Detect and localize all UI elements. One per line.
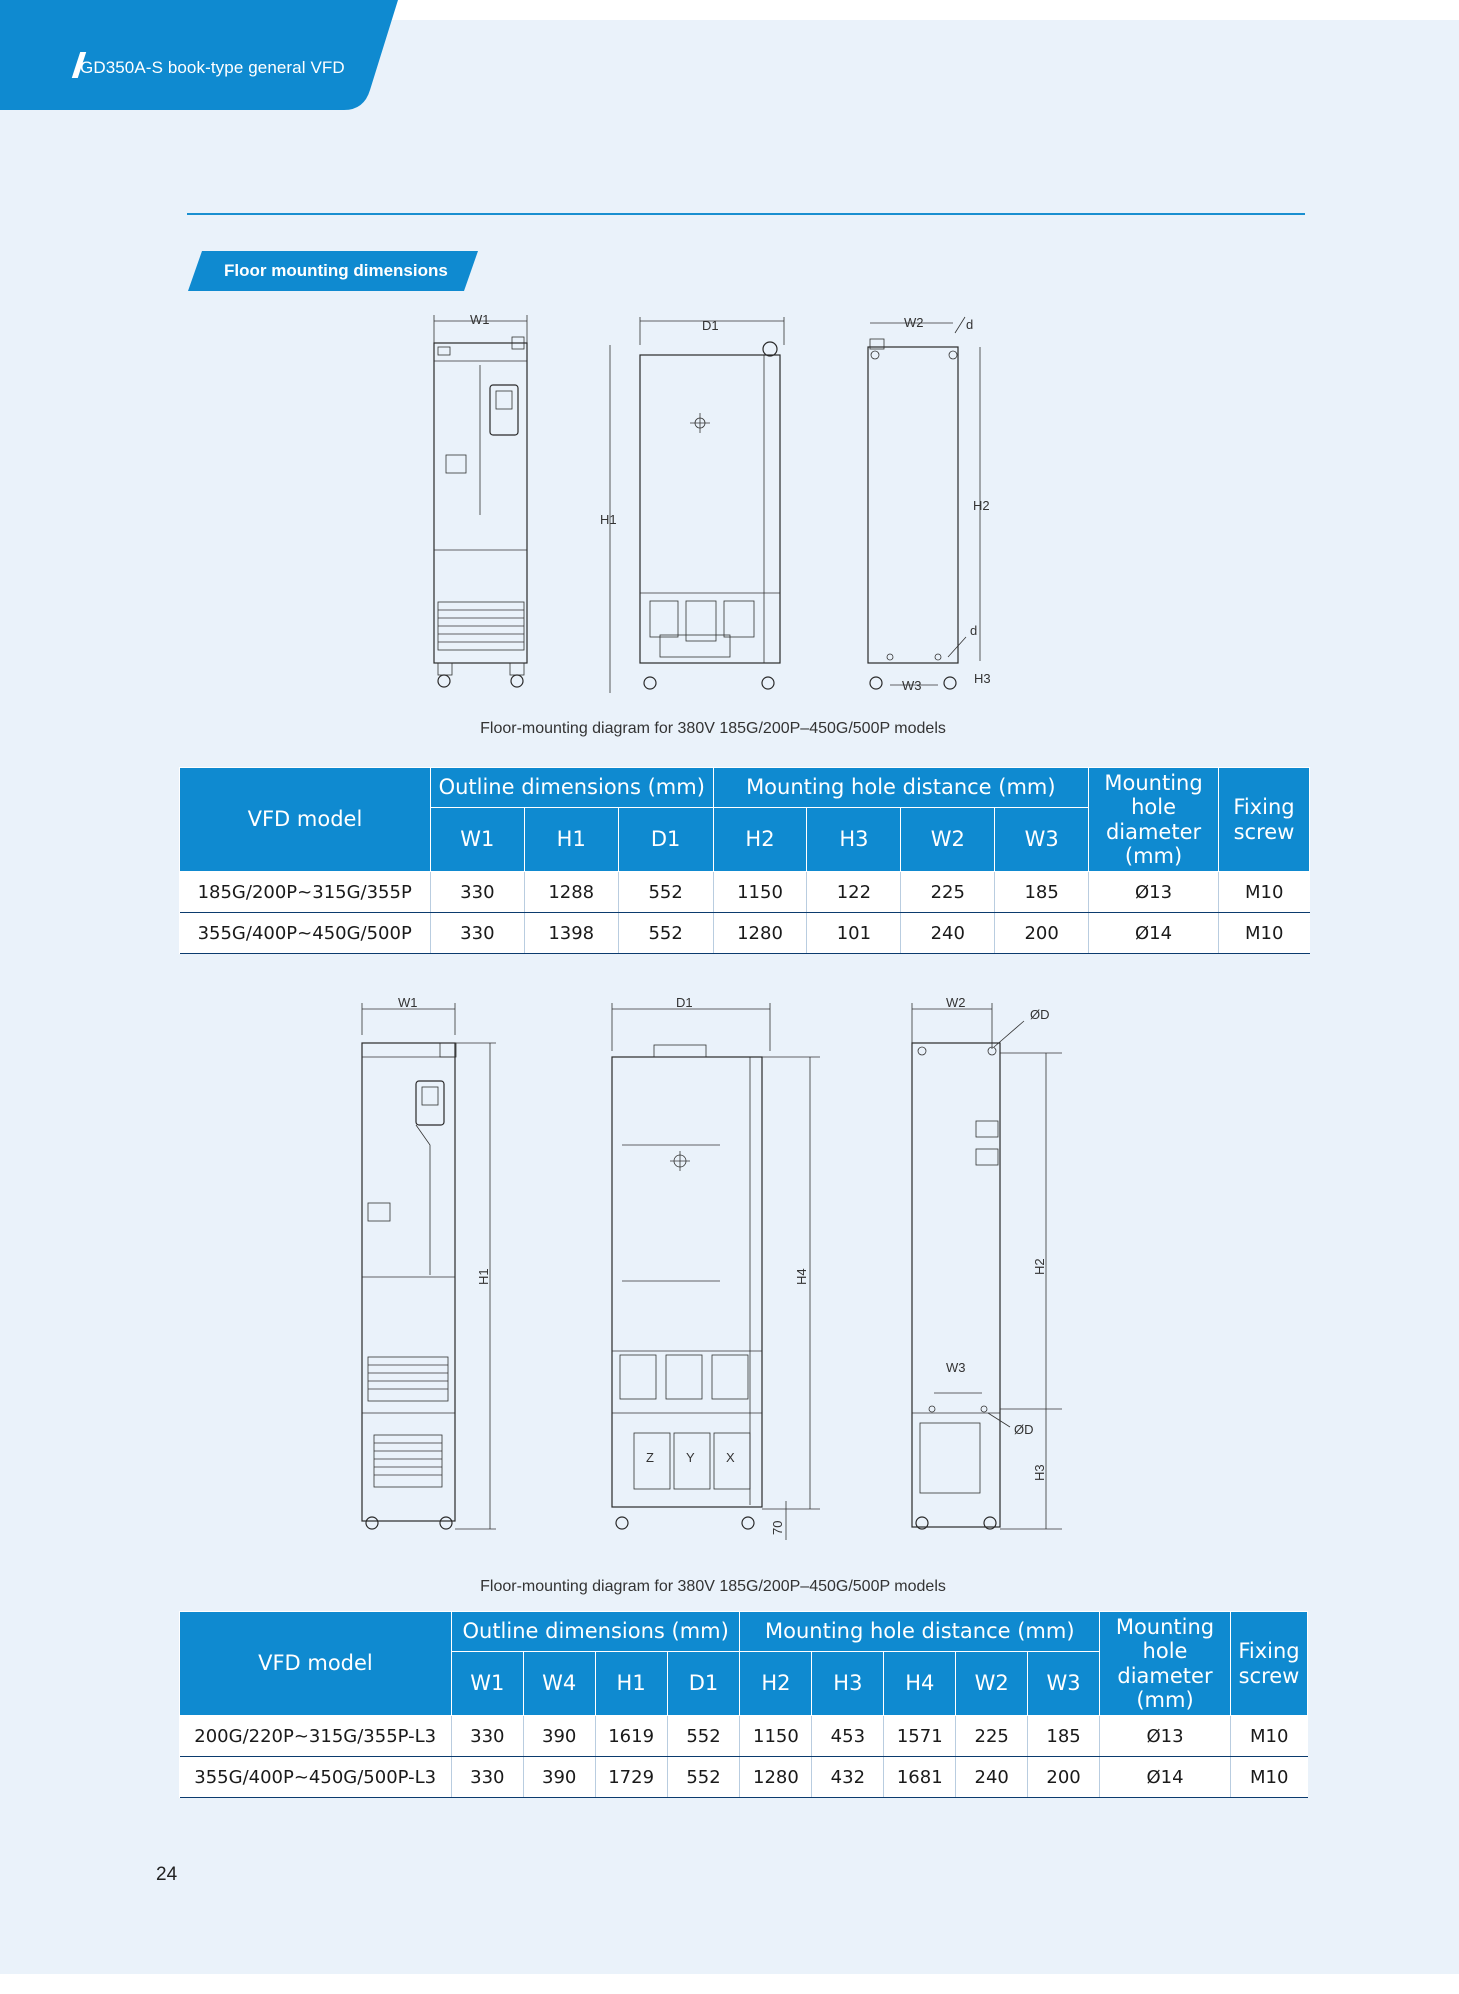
cell: Ø13 [1100,1716,1231,1757]
cell: 330 [451,1757,523,1798]
label2-d1: D1 [676,995,693,1010]
cell: 432 [812,1757,884,1798]
label2-h3: H3 [1032,1464,1047,1481]
col-header-screw: Fixing screw [1230,1612,1307,1716]
col-header-model: VFD model [180,1612,452,1716]
label2-w2: W2 [946,995,966,1010]
col-header-h4: H4 [884,1652,956,1716]
cell: 330 [451,1716,523,1757]
label-d1: D1 [702,318,719,333]
col-header-w2: W2 [901,808,995,872]
col-header-diameter: Mounting hole diameter (mm) [1100,1612,1231,1716]
col-header-h3: H3 [807,808,901,872]
label2-w1: W1 [398,995,418,1010]
label2-x: X [726,1450,735,1465]
cell: 552 [618,872,713,913]
cell: 1288 [524,872,618,913]
vent-grill-1 [438,602,524,650]
cell-model: 355G/400P~450G/500P [180,913,431,954]
label-h2: H2 [973,498,990,513]
section-title: Floor mounting dimensions [224,261,448,280]
cell: 390 [523,1757,595,1798]
cell: M10 [1219,913,1310,954]
front-view-1 [434,312,527,687]
label2-h2: H2 [1032,1258,1047,1275]
cell: 185 [995,872,1089,913]
spec-table-2 [179,1611,1308,1798]
label2-z: Z [646,1450,654,1465]
col-header-outline: Outline dimensions (mm) [451,1612,740,1652]
label-w2: W2 [904,315,924,330]
col-header-w4: W4 [523,1652,595,1716]
spec-table-1 [179,767,1310,954]
cell: 390 [523,1716,595,1757]
cell: Ø13 [1089,872,1219,913]
label-w1: W1 [470,312,490,327]
col-header-h1: H1 [595,1652,667,1716]
cell: 330 [430,913,524,954]
col-header-w1: W1 [451,1652,523,1716]
col-header-w2: W2 [956,1652,1028,1716]
cell: 453 [812,1716,884,1757]
cell: M10 [1230,1757,1307,1798]
cell: 1280 [740,1757,812,1798]
label-d-top: d [966,317,974,332]
cell: 552 [618,913,713,954]
cell: M10 [1219,872,1310,913]
label2-od-top: ØD [1030,1007,1050,1022]
cell: 1571 [884,1716,956,1757]
col-header-diameter: Mounting hole diameter (mm) [1089,768,1219,872]
cell: 552 [667,1757,740,1798]
col-header-w1: W1 [430,808,524,872]
page-number: 24 [156,1864,178,1885]
vent-grill-2a [368,1357,448,1401]
cell: 552 [667,1716,740,1757]
label-h3: H3 [974,671,991,686]
cell: 1398 [524,913,618,954]
cell: 1619 [595,1716,667,1757]
label-d-bottom: d [970,623,978,638]
header-tab-shape [0,0,400,112]
table-row [180,913,1310,954]
section-tag [188,251,478,291]
terminal-block-2 [612,1355,762,1489]
floor-mounting-diagram-2 [350,995,1090,1555]
cell-model: 185G/200P~315G/355P [180,872,431,913]
cell: 101 [807,913,901,954]
cell: Ø14 [1089,913,1219,954]
cell: 240 [901,913,995,954]
diagram2-caption: Floor-mounting diagram for 380V 185G/200P–450G/500P models [480,1578,946,1595]
cell: 1681 [884,1757,956,1798]
cell-model: 200G/220P~315G/355P-L3 [180,1716,452,1757]
table-row [180,1757,1308,1798]
back-view-2 [912,995,1062,1529]
cell: 225 [901,872,995,913]
cell: 200 [1028,1757,1100,1798]
col-header-model: VFD model [180,768,431,872]
col-header-d1: D1 [667,1652,740,1716]
label2-70: 70 [770,1520,785,1535]
cell-model: 355G/400P~450G/500P-L3 [180,1757,452,1798]
cell: 1150 [740,1716,812,1757]
col-header-d1: D1 [618,808,713,872]
label2-h4: H4 [794,1268,809,1285]
col-header-outline: Outline dimensions (mm) [430,768,713,808]
table-row [180,1716,1308,1757]
col-header-h3: H3 [812,1652,884,1716]
cell: 225 [956,1716,1028,1757]
label2-h1: H1 [476,1268,491,1285]
col-header-w3: W3 [1028,1652,1100,1716]
cell: Ø14 [1100,1757,1231,1798]
col-header-h1: H1 [524,808,618,872]
table-row [180,872,1310,913]
col-header-w3: W3 [995,808,1089,872]
header-title: GD350A-S book-type general VFD [80,58,345,77]
cell: 1729 [595,1757,667,1798]
col-header-mounting: Mounting hole distance (mm) [740,1612,1100,1652]
floor-mounting-diagram-1 [420,305,1020,705]
section-rule [187,213,1305,215]
side-view-1 [600,317,784,693]
cell: 122 [807,872,901,913]
cell: 330 [430,872,524,913]
terminal-block-1 [650,601,754,657]
label2-od-bottom: ØD [1014,1422,1034,1437]
front-view-2 [362,995,496,1529]
cell: 1280 [713,913,807,954]
vent-grill-2b [374,1435,442,1487]
col-header-h2: H2 [713,808,807,872]
col-header-h2: H2 [740,1652,812,1716]
label-w3: W3 [902,678,922,693]
diagram1-caption: Floor-mounting diagram for 380V 185G/200P–450G/500P models [480,720,946,737]
col-header-screw: Fixing screw [1219,768,1310,872]
cell: 185 [1028,1716,1100,1757]
side-view-2 [612,995,820,1540]
col-header-mounting: Mounting hole distance (mm) [713,768,1089,808]
cell: M10 [1230,1716,1307,1757]
cell: 200 [995,913,1089,954]
label2-y: Y [686,1450,695,1465]
back-view-1 [868,315,991,693]
cell: 240 [956,1757,1028,1798]
label2-w3: W3 [946,1360,966,1375]
label-h1: H1 [600,512,617,527]
cell: 1150 [713,872,807,913]
header-tab [0,0,400,112]
